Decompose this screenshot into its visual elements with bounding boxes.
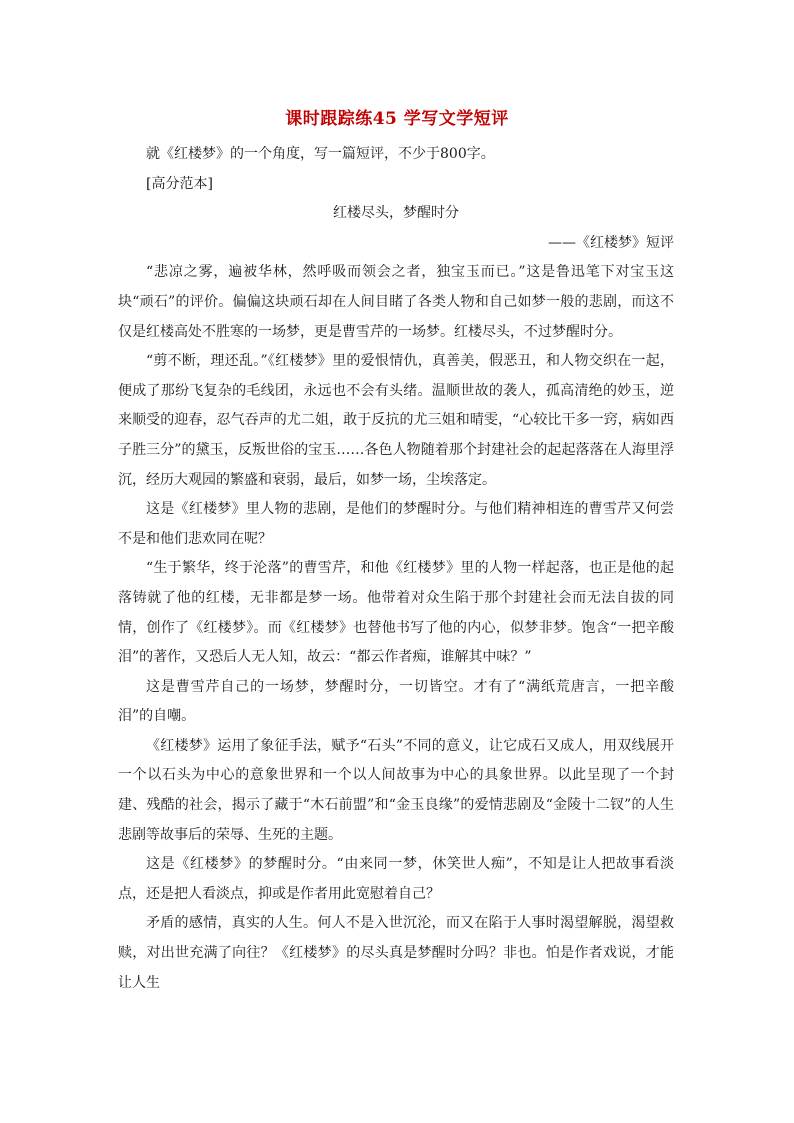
section-label: [高分范本] xyxy=(146,175,213,192)
essay-paragraph: “剪不断，理还乱。”《红楼梦》里的爱恨情仇，真善美，假恶丑，和人物交织在一起，便成了那纷飞复杂的毛线团，永远也不会有头绪。温顺世故的袭人，孤高清绝的妙玉，逆来顺受的迎春，忍气吞声的尤二姐，敢于反抗的尤三姐和晴雯，“心较比干多一窍，病如西子胜三分”的黛玉，反叛世俗的宝玉……各色人物随着那个封建社会的起起落落在人海里浮沉，经历大观园的繁盛和衰弱，最后，如梦一场，尘埃落定。 xyxy=(118,353,674,488)
task-prompt: 就《红楼梦》的一个角度，写一篇短评，不少于800字。 xyxy=(146,146,495,162)
essay-title: 红楼尽头，梦醒时分 xyxy=(333,205,459,222)
essay-paragraph: “悲凉之雾，遍被华林，然呼吸而领会之者，独宝玉而已。”这是鲁迅笔下对宝玉这块“顽石”的评价。偏偏这块顽石却在人间目睹了各类人物和自己如梦一般的悲剧，而这不仅是红楼高处不胜寒的一场梦，更是曹雪芹的一场梦。红楼尽头，不过梦醒时分。 xyxy=(118,264,674,340)
essay-paragraph: 这是《红楼梦》的梦醒时分。“由来同一梦，休笑世人痴”，不知是让人把故事看淡点，还是把人看淡点，抑或是作者用此宽慰着自己？ xyxy=(118,856,674,902)
essay-paragraph: 《红楼梦》运用了象征手法，赋予“石头”不同的意义，让它成石又成人，用双线展开一个以石头为中心的意象世界和一个以人间故事为中心的具象世界。以此呈现了一个封建、残酷的社会，揭示了藏于“木石前盟”和“金玉良缘”的爱情悲剧及“金陵十二钗”的人生悲剧等故事后的荣辱、生死的主题。 xyxy=(118,737,674,843)
essay-paragraph: “生于繁华，终于沦落”的曹雪芹，和他《红楼梦》里的人物一样起落，也正是他的起落铸就了他的红楼，无非都是梦一场。他带着对众生陷于那个封建社会而无法自拔的同情，创作了《红楼梦》。而《红楼梦》也替他书写了他的内心，似梦非梦。饱含“一把辛酸泪”的著作，又恐后人无人知，故云：“都云作者痴，谁解其中味？” xyxy=(118,560,674,666)
essay-paragraph: 这是曹雪芹自己的一场梦，梦醒时分，一切皆空。才有了“满纸荒唐言，一把辛酸泪”的自嘲。 xyxy=(118,678,674,725)
essay-paragraph: 矛盾的感情，真实的人生。何人不是入世沉沦，而又在陷于人事时渴望解脱，渴望救赎，对出世充满了向往？《红楼梦》的尽头真是梦醒时分吗？非也。怕是作者戏说，才能让人生 xyxy=(118,915,674,991)
essay-paragraph: 这是《红楼梦》里人物的悲剧，是他们的梦醒时分。与他们精神相连的曹雪芹又何尝不是和他们悲欢同在呢？ xyxy=(118,501,674,547)
page-title: 课时跟踪练45 学写文学短评 xyxy=(285,109,509,129)
essay-subtitle: ——《红楼梦》短评 xyxy=(548,234,674,251)
document-body xyxy=(118,140,674,998)
